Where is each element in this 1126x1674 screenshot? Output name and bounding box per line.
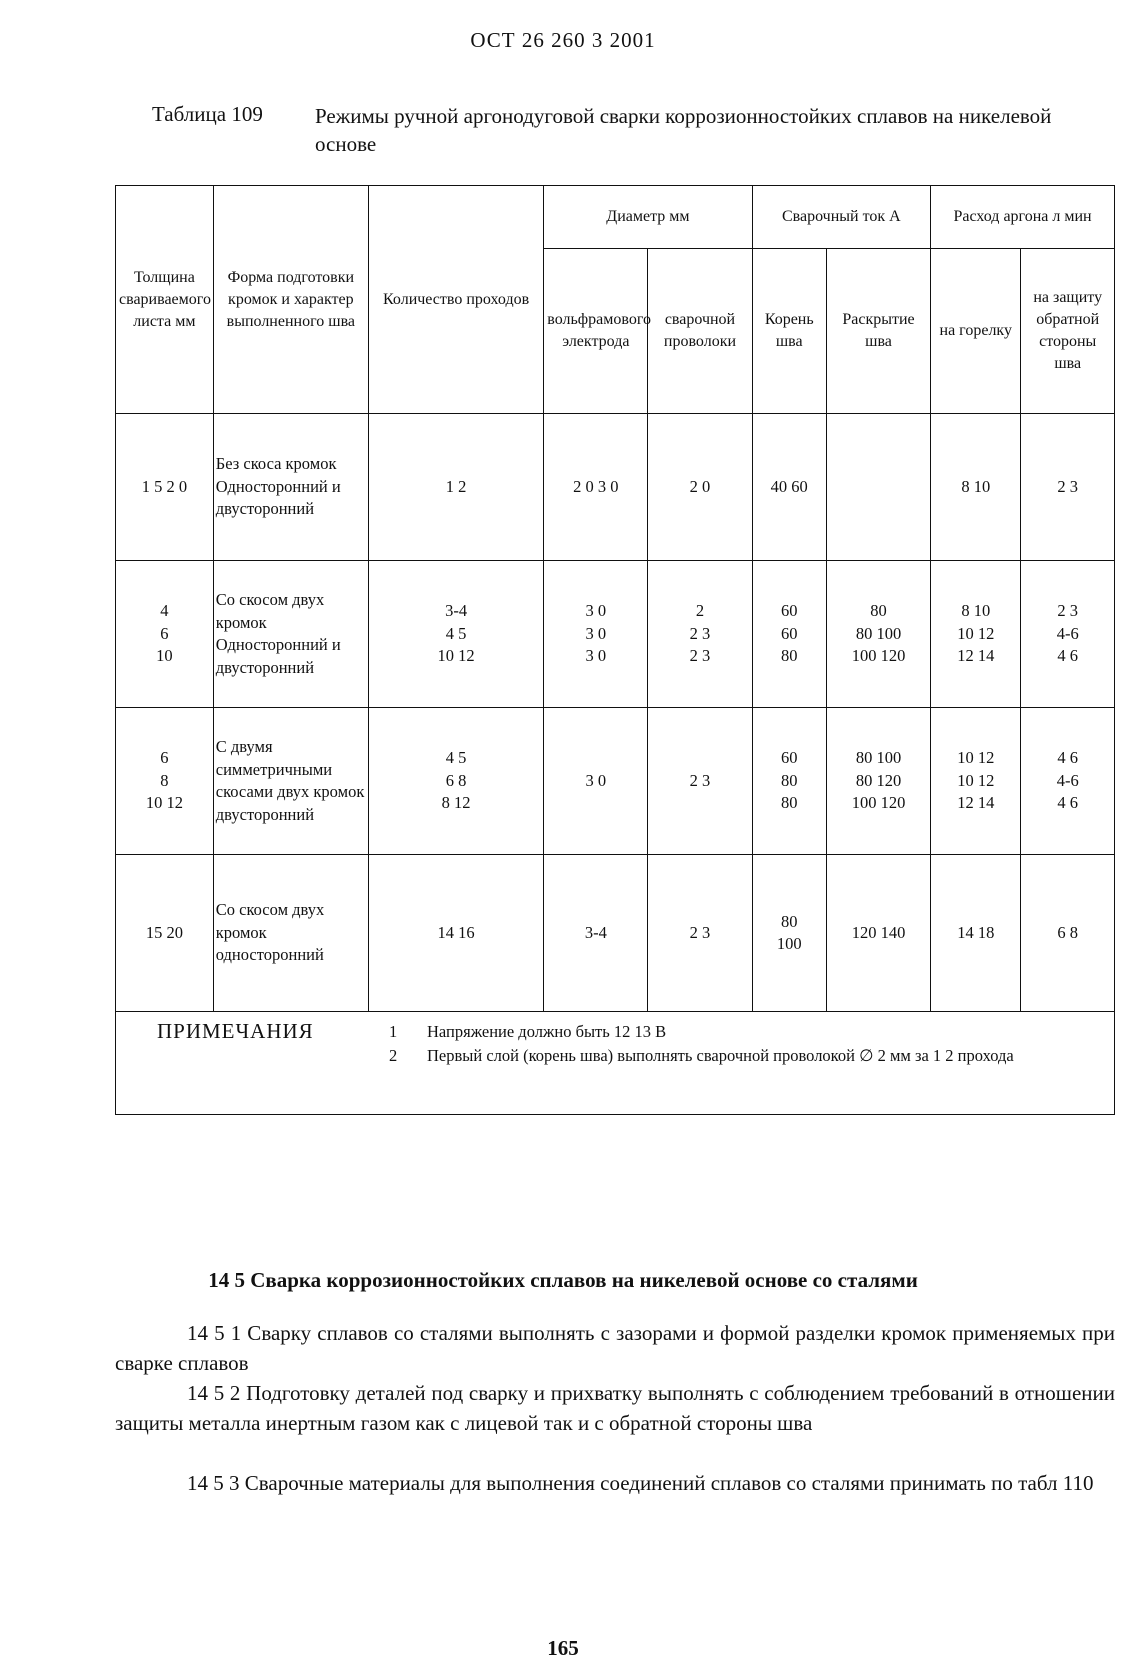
header-passes: Количество проходов bbox=[368, 186, 543, 414]
cell-tungsten: 2 0 3 0 bbox=[544, 414, 648, 561]
cell-passes: 4 5 6 8 8 12 bbox=[368, 708, 543, 855]
table-row bbox=[116, 708, 1115, 855]
document-header: ОСТ 26 260 3 2001 bbox=[470, 28, 656, 52]
table-caption-label: Таблица 109 bbox=[152, 102, 263, 126]
note-text: Напряжение должно быть 12 13 В bbox=[427, 1022, 667, 1041]
header-thickness: Толщина свариваемого листа мм bbox=[116, 186, 214, 414]
paragraph-text: 14 5 2 Подготовку деталей под сварку и прихватку выполнять с соблюдением требований в отношении защиты металла инертным газом как с лицевой так и с обратной стороны шва bbox=[115, 1381, 1115, 1435]
cell-form: С двумя симметричными скосами двух кромок двусторонний bbox=[213, 708, 368, 855]
cell-thickness: 6 8 10 12 bbox=[116, 708, 214, 855]
paragraph bbox=[115, 1468, 1115, 1498]
notes-title: ПРИМЕЧАНИЯ bbox=[157, 1019, 314, 1043]
cell-torch: 14 18 bbox=[931, 855, 1021, 1012]
cell-backside: 2 3 bbox=[1021, 414, 1115, 561]
cell-form: Без скоса кромок Односторонний и двусторонний bbox=[213, 414, 368, 561]
header-argon: Расход аргона л мин bbox=[931, 186, 1115, 249]
cell-backside: 4 6 4-6 4 6 bbox=[1021, 708, 1115, 855]
table-row bbox=[116, 414, 1115, 561]
cell-wire: 2 0 bbox=[648, 414, 752, 561]
cell-opening bbox=[826, 414, 930, 561]
cell-passes: 14 16 bbox=[368, 855, 543, 1012]
header-tungsten: вольфрамового электрода bbox=[544, 249, 648, 414]
notes-cell bbox=[116, 1012, 1115, 1115]
cell-opening: 80 80 100 100 120 bbox=[826, 561, 930, 708]
table-row bbox=[116, 855, 1115, 1012]
cell-tungsten: 3 0 bbox=[544, 708, 648, 855]
cell-torch: 8 10 bbox=[931, 414, 1021, 561]
table-notes-row bbox=[116, 1012, 1115, 1115]
cell-wire: 2 3 bbox=[648, 855, 752, 1012]
page-number: 165 bbox=[547, 1636, 579, 1660]
note-number: 1 bbox=[389, 1022, 398, 1041]
cell-root: 60 80 80 bbox=[752, 708, 826, 855]
note-item bbox=[389, 1020, 1104, 1043]
welding-modes-table bbox=[115, 185, 1115, 1115]
cell-thickness: 4 6 10 bbox=[116, 561, 214, 708]
table-caption-text: Режимы ручной аргонодуговой сварки коррозионностойких сплавов на никелевой основе bbox=[315, 104, 1052, 156]
cell-form: Со скосом двух кромок Односторонний и двусторонний bbox=[213, 561, 368, 708]
cell-root: 40 60 bbox=[752, 414, 826, 561]
header-root: Корень шва bbox=[752, 249, 826, 414]
cell-passes: 3-4 4 5 10 12 bbox=[368, 561, 543, 708]
cell-torch: 8 10 10 12 12 14 bbox=[931, 561, 1021, 708]
cell-passes: 1 2 bbox=[368, 414, 543, 561]
section-title: 14 5 Сварка коррозионностойких сплавов на никелевой основе со сталями bbox=[208, 1268, 918, 1292]
cell-thickness: 1 5 2 0 bbox=[116, 414, 214, 561]
paragraph bbox=[115, 1378, 1115, 1438]
table-row bbox=[116, 561, 1115, 708]
cell-opening: 120 140 bbox=[826, 855, 930, 1012]
cell-wire: 2 3 bbox=[648, 708, 752, 855]
header-torch: на горелку bbox=[931, 249, 1021, 414]
cell-root: 60 60 80 bbox=[752, 561, 826, 708]
cell-torch: 10 12 10 12 12 14 bbox=[931, 708, 1021, 855]
note-text: Первый слой (корень шва) выполнять сварочной проволокой ∅ 2 мм за 1 2 прохода bbox=[427, 1046, 1014, 1065]
cell-backside: 6 8 bbox=[1021, 855, 1115, 1012]
cell-tungsten: 3-4 bbox=[544, 855, 648, 1012]
paragraph bbox=[115, 1318, 1115, 1378]
cell-root: 80 100 bbox=[752, 855, 826, 1012]
cell-tungsten: 3 0 3 0 3 0 bbox=[544, 561, 648, 708]
cell-wire: 2 2 3 2 3 bbox=[648, 561, 752, 708]
note-item bbox=[389, 1044, 1104, 1067]
cell-opening: 80 100 80 120 100 120 bbox=[826, 708, 930, 855]
paragraph-text: 14 5 1 Сварку сплавов со сталями выполнять с зазорами и формой разделки кромок применяемых при сварке сплавов bbox=[115, 1321, 1115, 1375]
header-wire: сварочной проволоки bbox=[648, 249, 752, 414]
header-backside: на защиту обратной стороны шва bbox=[1021, 249, 1115, 414]
header-form: Форма подготовки кромок и характер выполненного шва bbox=[213, 186, 368, 414]
header-opening: Раскрытие шва bbox=[826, 249, 930, 414]
cell-form: Со скосом двух кромок односторонний bbox=[213, 855, 368, 1012]
header-current: Сварочный ток А bbox=[752, 186, 931, 249]
note-number: 2 bbox=[389, 1046, 398, 1065]
cell-thickness: 15 20 bbox=[116, 855, 214, 1012]
cell-backside: 2 3 4-6 4 6 bbox=[1021, 561, 1115, 708]
paragraph-text: 14 5 3 Сварочные материалы для выполнения соединений сплавов со сталями принимать по табл 110 bbox=[187, 1471, 1094, 1495]
header-diameter: Диаметр мм bbox=[544, 186, 752, 249]
